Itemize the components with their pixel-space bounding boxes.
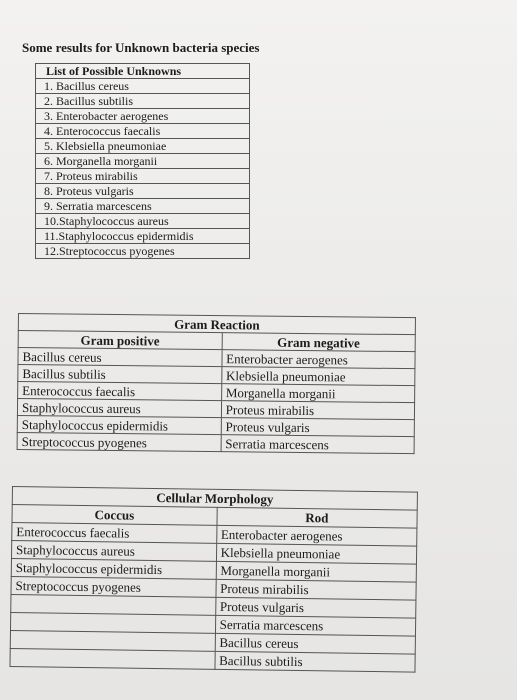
table-row	[36, 79, 250, 94]
gram-positive-cell: Streptococcus pyogenes	[17, 432, 221, 451]
list-item: 2. Bacillus subtilis	[36, 94, 250, 109]
gram-reaction-table	[17, 313, 416, 454]
gram-negative-cell: Serratia marcescens	[221, 435, 414, 454]
coccus-cell: Staphylococcus epidermidis	[11, 558, 216, 579]
gram-negative-cell: Klebsiella pneumoniae	[221, 367, 414, 386]
gram-negative-cell: Proteus mirabilis	[221, 401, 414, 420]
gram-positive-cell: Staphylococcus aureus	[17, 399, 221, 418]
list-item: 12.Streptococcus pyogenes	[36, 244, 250, 259]
list-item: 8. Proteus vulgaris	[36, 184, 250, 199]
page-title: Some results for Unknown bacteria species	[22, 40, 260, 55]
unknowns-header: List of Possible Unknowns	[36, 64, 250, 79]
gram-negative-header: Gram negative	[222, 333, 415, 352]
coccus-cell: Streptococcus pyogenes	[11, 576, 216, 597]
list-item: 11.Staphylococcus epidermidis	[36, 229, 250, 244]
gram-positive-header: Gram positive	[18, 331, 222, 350]
list-item: 3. Enterobacter aerogenes	[36, 109, 250, 124]
rod-cell: Bacillus subtilis	[215, 651, 416, 672]
coccus-cell: Enterococcus faecalis	[12, 523, 217, 544]
morphology-header: Cellular Morphology	[12, 487, 417, 511]
list-item: 6. Morganella morganii	[36, 154, 250, 169]
cellular-morphology-table	[9, 486, 417, 673]
rod-cell: Bacillus cereus	[215, 633, 416, 654]
coccus-cell: Staphylococcus aureus	[11, 541, 216, 562]
table-row	[17, 432, 414, 453]
rod-cell: Proteus mirabilis	[216, 579, 417, 600]
table-row	[36, 184, 250, 199]
rod-cell: Enterobacter aerogenes	[216, 525, 417, 546]
gram-positive-cell: Bacillus subtilis	[18, 365, 222, 384]
gram-positive-cell: Staphylococcus epidermidis	[17, 415, 221, 434]
gram-negative-cell: Morganella morganii	[221, 384, 414, 403]
rod-header: Rod	[217, 507, 418, 528]
table-row	[36, 229, 250, 244]
table-row	[36, 199, 250, 214]
list-item: 9. Serratia marcescens	[36, 199, 250, 214]
rod-cell: Morganella morganii	[216, 561, 417, 582]
gram-positive-cell: Bacillus cereus	[18, 348, 222, 367]
list-item: 4. Enterococcus faecalis	[36, 124, 250, 139]
table-row	[36, 139, 250, 154]
coccus-cell	[10, 648, 215, 669]
coccus-header: Coccus	[12, 505, 217, 526]
table-row	[36, 244, 250, 259]
gram-negative-cell: Enterobacter aerogenes	[222, 350, 415, 369]
table-row	[36, 124, 250, 139]
table-row	[36, 94, 250, 109]
table-row	[36, 169, 250, 184]
list-item: 5. Klebsiella pneumoniae	[36, 139, 250, 154]
table-row	[36, 154, 250, 169]
list-item: 7. Proteus mirabilis	[36, 169, 250, 184]
table-header-row	[36, 64, 250, 79]
rod-cell: Serratia marcescens	[215, 615, 416, 636]
unknowns-table	[35, 63, 250, 259]
rod-cell: Proteus vulgaris	[215, 597, 416, 618]
gram-negative-cell: Proteus vulgaris	[221, 418, 414, 437]
table-row	[36, 109, 250, 124]
gram-positive-cell: Enterococcus faecalis	[18, 382, 222, 401]
table-row	[36, 214, 250, 229]
gram-reaction-header: Gram Reaction	[18, 314, 415, 335]
list-item: 1. Bacillus cereus	[36, 79, 250, 94]
list-item: 10.Staphylococcus aureus	[36, 214, 250, 229]
rod-cell: Klebsiella pneumoniae	[216, 543, 417, 564]
